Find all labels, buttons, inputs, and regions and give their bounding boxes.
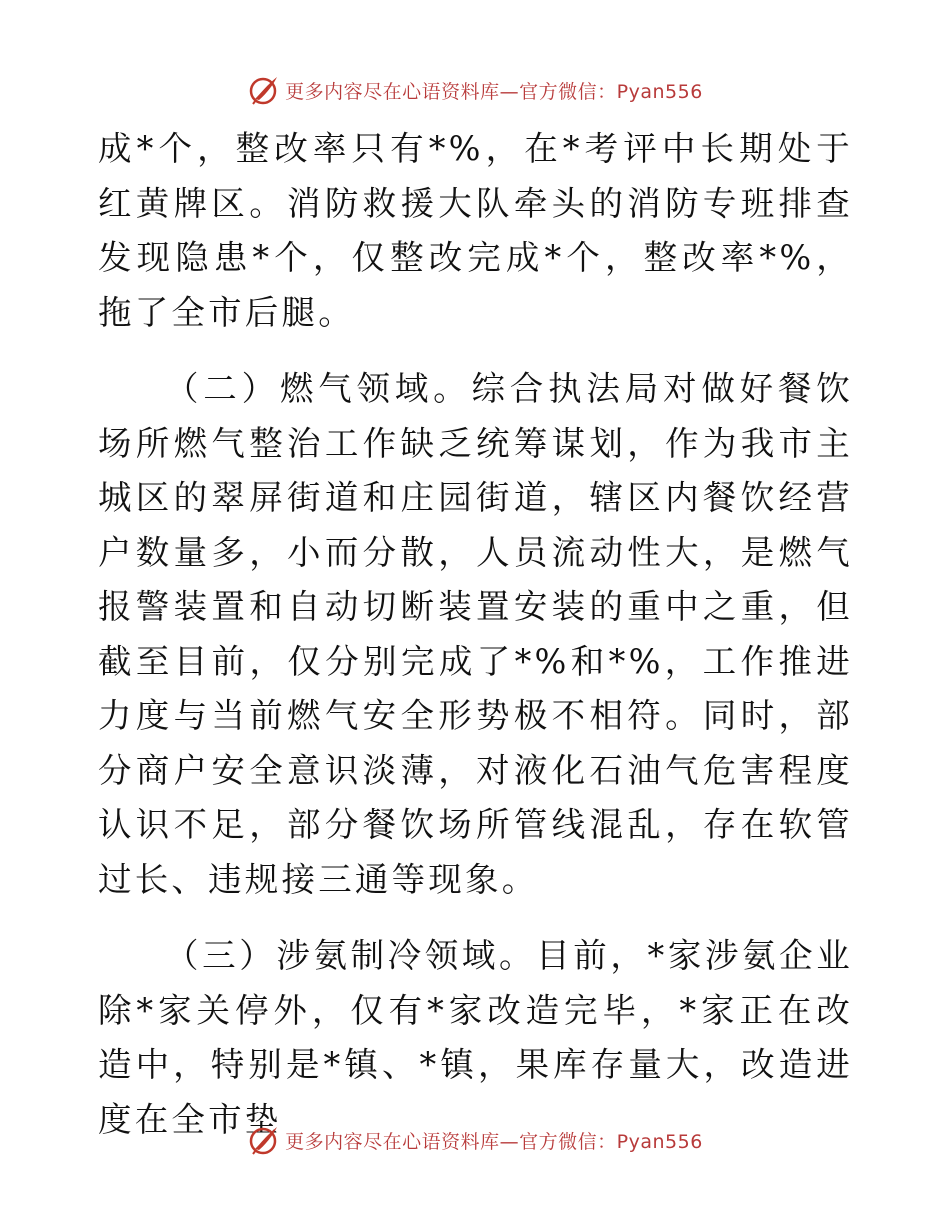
watermark-footer-text: 更多内容尽在心语资料库—官方微信：Pyan556	[285, 1130, 703, 1153]
paragraph-3-ammonia-section: （三）涉氨制冷领域。目前，*家涉氨企业除*家关停外，仅有*家改造完毕，*家正在改造中，特别是*镇、*镇，果库存量大，改造进度在全市垫	[98, 936, 853, 1139]
quill-logo-icon	[247, 1123, 281, 1157]
watermark-footer	[0, 1120, 950, 1160]
paragraph-1: 成*个，整改率只有*%，在*考评中长期处于红黄牌区。消防救援大队牵头的消防专班排查发现隐患*个，仅整改完成*个，整改率*%，拖了全市后腿。	[98, 129, 853, 332]
document-body	[98, 122, 853, 1147]
quill-logo-icon	[247, 73, 281, 107]
watermark-header	[0, 70, 950, 110]
paragraph-2-gas-section: （二）燃气领域。综合执法局对做好餐饮场所燃气整治工作缺乏统筹谋划，作为我市主城区的翠屏街道和庄园街道，辖区内餐饮经营户数量多，小而分散，人员流动性大，是燃气报警装置和自动切断装置安装的重中之重，但截至目前，仅分别完成了*%和*%，工作推进力度与当前燃气安全形势极不相符。同时，部分商户安全意识淡薄，对液化石油气危害程度认识不足，部分餐饮场所管线混乱，存在软管过长、违规接三通等现象。	[98, 369, 853, 899]
watermark-header-text: 更多内容尽在心语资料库—官方微信：Pyan556	[285, 80, 703, 103]
